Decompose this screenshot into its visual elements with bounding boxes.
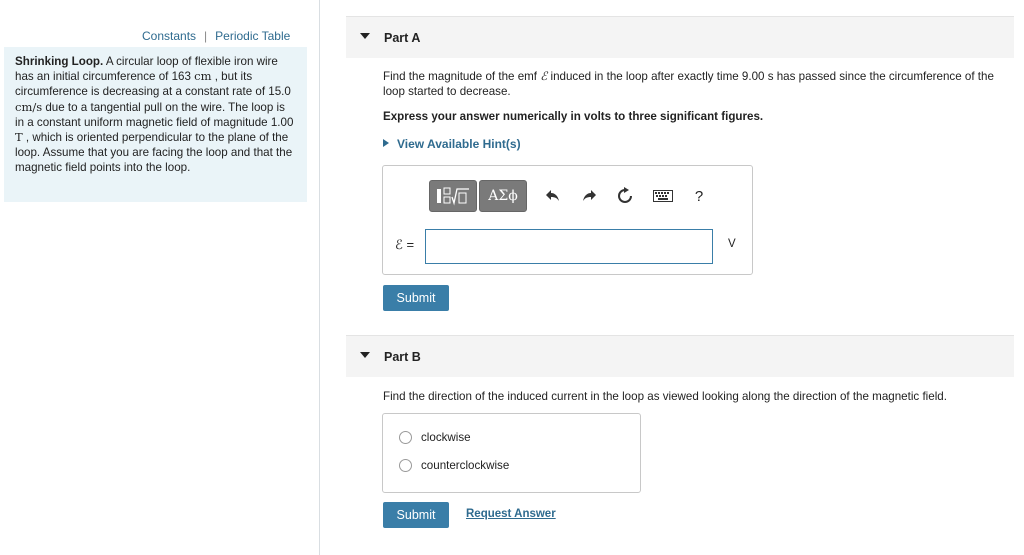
collapse-triangle-icon[interactable] <box>360 33 370 39</box>
choice-box <box>382 413 641 493</box>
emf-input-label: ℰ = <box>395 237 415 252</box>
part-a-instruction: Express your answer numerically in volts to three significant figures. <box>383 110 764 123</box>
reset-icon[interactable] <box>609 180 641 212</box>
part-a-question-post: induced in the loop after exactly time 9.00 s has passed since the circumference of the loop started to decrease. <box>383 70 994 98</box>
reference-links <box>142 29 290 43</box>
greek-symbols-button[interactable]: ΑΣϕ <box>479 180 527 212</box>
intro-text-4: , which is oriented perpendicular to the plane of the loop. Assume that you are facing the loop and that the magnetic field points into the loop. <box>15 131 293 175</box>
collapse-triangle-icon[interactable] <box>360 352 370 358</box>
emf-answer-input[interactable] <box>425 229 713 264</box>
radio-button[interactable] <box>399 459 412 472</box>
intro-text-3: due to a tangential pull on the wire. The loop is in a constant uniform magnetic field of magnitude 1.00 <box>15 100 294 129</box>
left-panel <box>0 0 320 555</box>
periodic-table-link[interactable]: Periodic Table <box>215 29 291 43</box>
choice-counterclockwise[interactable] <box>399 459 509 472</box>
template-icon[interactable] <box>429 180 477 212</box>
part-a-submit-button[interactable]: Submit <box>383 285 449 311</box>
view-hints-toggle[interactable] <box>383 137 521 151</box>
redo-icon[interactable] <box>573 180 605 212</box>
part-a-question-pre: Find the magnitude of the emf <box>383 70 541 83</box>
expand-arrow-icon <box>383 139 389 147</box>
part-a-header[interactable] <box>346 16 1014 58</box>
part-b-header[interactable] <box>346 335 1014 377</box>
part-b-submit-button[interactable]: Submit <box>383 502 449 528</box>
part-b-question: Find the direction of the induced current in the loop as viewed looking along the direction of the magnetic field. <box>383 390 947 403</box>
intro-text-2: , but its circumference is decreasing at a constant rate of 15.0 <box>15 70 291 99</box>
hint-label: View Available Hint(s) <box>397 137 521 151</box>
request-answer-link[interactable]: Request Answer <box>466 508 556 520</box>
part-a-question <box>383 69 1013 99</box>
part-a-title: Part A <box>384 31 421 45</box>
unit-label: V <box>728 238 736 250</box>
link-separator: | <box>204 29 208 43</box>
unit-cm-per-s: cm/s <box>15 99 43 114</box>
unit-cm: cm <box>194 69 212 84</box>
undo-icon[interactable] <box>537 180 569 212</box>
choice-clockwise[interactable] <box>399 431 471 444</box>
math-toolbar <box>429 180 715 212</box>
choice-label: counterclockwise <box>421 459 510 472</box>
problem-intro <box>4 47 307 202</box>
part-b-title: Part B <box>384 350 421 364</box>
answer-box <box>382 165 753 275</box>
help-icon[interactable]: ? <box>694 187 704 205</box>
intro-text-1: A circular loop of flexible iron wire has an initial circumference of 163 <box>15 55 278 84</box>
constants-link[interactable]: Constants <box>142 29 197 43</box>
keyboard-icon[interactable] <box>647 180 679 212</box>
unit-tesla: T <box>15 130 23 145</box>
problem-title: Shrinking Loop. <box>15 55 104 68</box>
choice-label: clockwise <box>421 431 471 444</box>
emf-symbol: ℰ <box>540 69 548 83</box>
radio-button[interactable] <box>399 431 412 444</box>
